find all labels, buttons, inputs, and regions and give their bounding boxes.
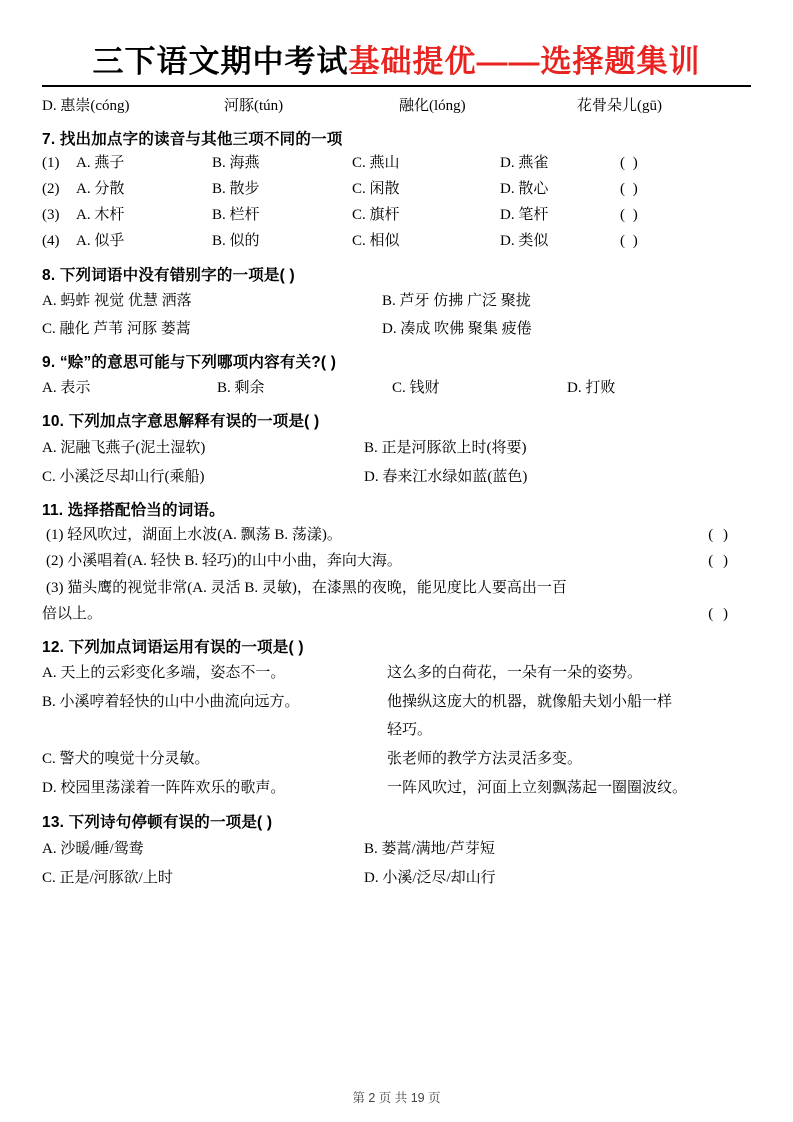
option-b[interactable]: B. 散步 bbox=[212, 180, 260, 197]
question-13-heading: 13. 下列诗句停顿有误的一项是( ) bbox=[42, 813, 273, 831]
option-c[interactable]: C. 钱财 bbox=[392, 379, 440, 396]
item-text-continued: 倍以上。 bbox=[42, 606, 103, 623]
option-d-left[interactable]: D. 校园里荡漾着一阵阵欢乐的歌声。 bbox=[42, 779, 286, 796]
option-d-right[interactable]: 一阵风吹过，河面上立刻飘荡起一圈圈波纹。 bbox=[387, 779, 688, 796]
question-10-row-1 bbox=[42, 436, 751, 460]
option-a-right[interactable]: 这么多的白荷花，一朵有一朵的姿势。 bbox=[387, 664, 643, 681]
option-a[interactable]: A. 泥融飞燕子(泥土湿软) bbox=[42, 439, 206, 456]
item-index: (3) bbox=[42, 207, 60, 223]
option-a[interactable]: A. 表示 bbox=[42, 379, 91, 396]
question-7-item-4 bbox=[42, 230, 751, 253]
option-a-left[interactable]: A. 天上的云彩变化多端，姿态不一。 bbox=[42, 664, 286, 681]
option-b[interactable]: B. 芦牙 仿拂 广泛 聚拢 bbox=[382, 292, 531, 309]
question-8-row-2 bbox=[42, 317, 751, 341]
answer-blank[interactable]: ( ) bbox=[620, 154, 640, 171]
question-12-row-3 bbox=[42, 747, 751, 772]
option-c-right[interactable]: 张老师的教学方法灵活多变。 bbox=[387, 751, 583, 767]
top-pronunciation-row bbox=[42, 95, 751, 118]
question-8-row-1 bbox=[42, 289, 751, 313]
option-a[interactable]: A. 蚂蚱 视觉 优慧 洒落 bbox=[42, 292, 192, 309]
option-d[interactable]: D. 小溪/泛尽/却山行 bbox=[364, 869, 496, 886]
question-7-item-1 bbox=[42, 152, 751, 175]
option-d[interactable]: D. 燕雀 bbox=[500, 154, 549, 171]
option-d[interactable]: D. 凑成 吹佛 聚集 疲倦 bbox=[382, 320, 532, 337]
top-word-ronghua: 融化(lóng) bbox=[399, 98, 466, 114]
option-b[interactable]: B. 剩余 bbox=[217, 379, 265, 396]
option-d[interactable]: D. 打败 bbox=[567, 379, 616, 396]
question-10-heading: 10. 下列加点字意思解释有误的一项是( ) bbox=[42, 412, 320, 430]
question-12-heading: 12. 下列加点词语运用有误的一项是( ) bbox=[42, 638, 304, 656]
question-13-row-1 bbox=[42, 837, 751, 861]
answer-blank[interactable]: ( ) bbox=[620, 233, 640, 250]
page-footer: 第 2 页 共 19 页 bbox=[352, 1091, 441, 1105]
option-c[interactable]: C. 相似 bbox=[352, 233, 400, 250]
page-title bbox=[42, 30, 751, 87]
top-option-d: D. 惠崇(cóng) bbox=[42, 98, 130, 114]
option-b[interactable]: B. 栏杆 bbox=[212, 207, 260, 223]
question-9-options bbox=[42, 377, 751, 400]
option-c[interactable]: C. 小溪泛尽却山行(乘船) bbox=[42, 468, 205, 485]
question-11-item-2 bbox=[42, 550, 751, 573]
question-8-heading: 8. 下列词语中没有错别字的一项是( ) bbox=[42, 266, 295, 284]
question-12-row-4 bbox=[42, 776, 751, 801]
option-c[interactable]: C. 燕山 bbox=[352, 154, 400, 171]
option-b[interactable]: B. 海燕 bbox=[212, 154, 260, 171]
option-a[interactable]: A. 燕子 bbox=[76, 154, 125, 171]
option-c-left[interactable]: C. 警犬的嗅觉十分灵敏。 bbox=[42, 751, 210, 767]
item-index: (2) bbox=[42, 180, 60, 197]
option-d[interactable]: D. 笔杆 bbox=[500, 207, 549, 223]
question-11-heading: 11. 选择搭配恰当的词语。 bbox=[42, 501, 225, 519]
question-12-row-1 bbox=[42, 661, 751, 686]
option-d[interactable]: D. 类似 bbox=[500, 233, 549, 250]
option-b[interactable]: B. 似的 bbox=[212, 233, 260, 250]
option-a[interactable]: A. 分散 bbox=[76, 180, 125, 197]
question-13-row-2 bbox=[42, 866, 751, 890]
question-12-row-2-continued bbox=[42, 718, 751, 743]
title-highlight: 基础提优——选择题集训 bbox=[348, 44, 701, 79]
question-7-item-2 bbox=[42, 178, 751, 201]
question-11-item-3 bbox=[42, 577, 751, 600]
top-word-hetun: 河豚(tún) bbox=[224, 98, 284, 114]
question-11-item-3-continued bbox=[42, 603, 751, 626]
option-d[interactable]: D. 散心 bbox=[500, 180, 549, 197]
spacer bbox=[42, 718, 387, 743]
item-index: (4) bbox=[42, 233, 60, 250]
option-a[interactable]: A. 沙暖/睡/鸳鸯 bbox=[42, 840, 144, 857]
answer-blank[interactable]: ( ) bbox=[620, 180, 640, 197]
question-7-heading: 7. 找出加点字的读音与其他三项不同的一项 bbox=[42, 130, 343, 148]
option-b-right[interactable]: 他操纵这庞大的机器，就像船夫划小船一样 bbox=[387, 693, 673, 710]
question-11-item-1 bbox=[42, 524, 751, 547]
item-text[interactable]: (3) 猫头鹰的视觉非常(A. 灵活 B. 灵敏)，在漆黑的夜晚，能见度比人要高出一百 bbox=[46, 579, 567, 596]
option-b-right-continued: 轻巧。 bbox=[387, 722, 433, 739]
option-b[interactable]: B. 蒌蒿/满地/芦芽短 bbox=[364, 840, 495, 857]
top-word-huaguduo: 花骨朵儿(gū) bbox=[577, 98, 662, 114]
option-c[interactable]: C. 旗杆 bbox=[352, 207, 400, 223]
option-a[interactable]: A. 似乎 bbox=[76, 233, 125, 250]
title-main: 三下语文期中考试 bbox=[92, 44, 349, 79]
answer-blank[interactable]: ( ) bbox=[620, 207, 640, 223]
question-10-row-2 bbox=[42, 465, 751, 489]
item-text[interactable]: (1) 轻风吹过，湖面上水波(A. 飘荡 B. 荡漾)。 bbox=[46, 526, 342, 543]
item-text[interactable]: (2) 小溪唱着(A. 轻快 B. 轻巧)的山中小曲，奔向大海。 bbox=[46, 553, 402, 570]
item-index: (1) bbox=[42, 154, 60, 171]
option-a[interactable]: A. 木杆 bbox=[76, 207, 125, 223]
option-c[interactable]: C. 正是/河豚欲/上时 bbox=[42, 869, 173, 886]
option-c[interactable]: C. 闲散 bbox=[352, 180, 400, 197]
answer-blank[interactable]: ( ) bbox=[708, 553, 731, 570]
question-12-row-2 bbox=[42, 690, 751, 715]
option-b[interactable]: B. 正是河豚欲上时(将要) bbox=[364, 439, 527, 456]
option-b-left[interactable]: B. 小溪哼着轻快的山中小曲流向远方。 bbox=[42, 693, 300, 710]
option-c[interactable]: C. 融化 芦苇 河豚 蒌蒿 bbox=[42, 320, 191, 337]
question-7-item-3 bbox=[42, 204, 751, 227]
answer-blank[interactable]: ( ) bbox=[708, 526, 731, 543]
answer-blank[interactable]: ( ) bbox=[708, 606, 731, 623]
question-9-heading: 9. “赊”的意思可能与下列哪项内容有关?( ) bbox=[42, 353, 337, 371]
option-d[interactable]: D. 春来江水绿如蓝(蓝色) bbox=[364, 468, 528, 485]
